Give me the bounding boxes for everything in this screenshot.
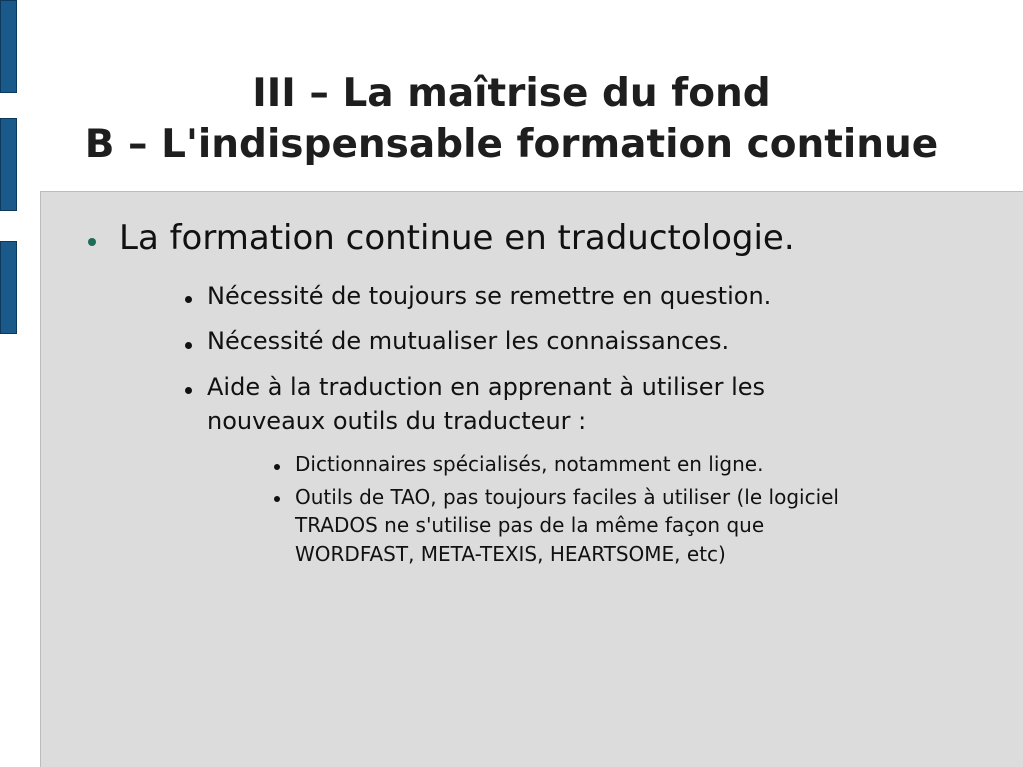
bullet-sub3-text-line-2: nouveaux outils du traducteur : bbox=[207, 407, 587, 435]
slide-title bbox=[0, 68, 1023, 170]
bullet-sub1-icon bbox=[185, 296, 192, 303]
slide-title-line-2: B – L'indispensable formation continue bbox=[84, 122, 939, 167]
accent-bar-bottom bbox=[0, 241, 17, 334]
bullet-subsub1-text: Dictionnaires spécialisés, notamment en ligne. bbox=[295, 452, 764, 476]
slide-title-line-1: III – La maîtrise du fond bbox=[252, 71, 771, 116]
bullet-subsub2-icon bbox=[274, 496, 280, 502]
bullet-subsub1-icon bbox=[274, 464, 280, 470]
bullet-subsub2-text-line-1: Outils de TAO, pas toujours faciles à utiliser (le logiciel bbox=[295, 485, 839, 509]
bullet-main-text: La formation continue en traductologie. bbox=[119, 218, 795, 258]
bullet-sub2-icon bbox=[185, 342, 192, 349]
bullet-subsub2-text-line-3: WORDFAST, META-TEXIS, HEARTSOME, etc) bbox=[295, 542, 726, 566]
bullet-sub3-text-line-1: Aide à la traduction en apprenant à utiliser les bbox=[207, 373, 765, 401]
bullet-main-icon bbox=[88, 238, 96, 246]
bullet-subsub2-text-line-2: TRADOS ne s'utilise pas de la même façon que bbox=[295, 513, 765, 537]
bullet-sub1-text: Nécessité de toujours se remettre en question. bbox=[207, 282, 772, 310]
bullet-sub3-icon bbox=[185, 387, 192, 394]
bullet-sub2-text: Nécessité de mutualiser les connaissances. bbox=[207, 327, 730, 355]
content-area bbox=[40, 191, 1023, 767]
